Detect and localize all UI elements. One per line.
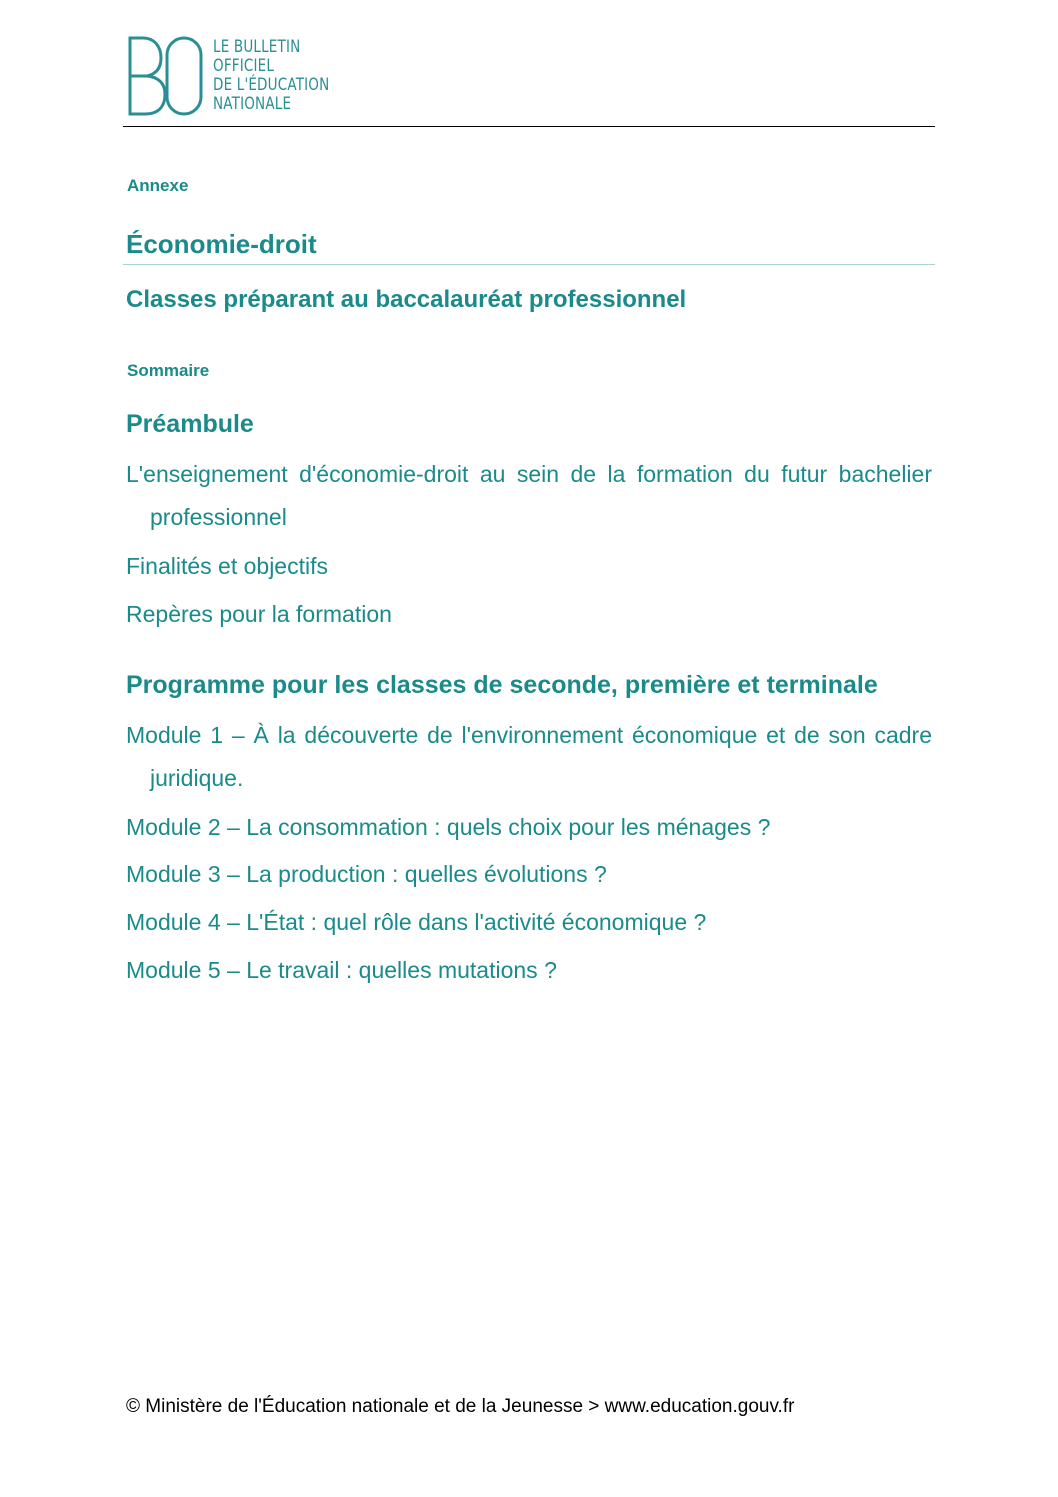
- section-heading-programme: Programme pour les classes de seconde, première et terminale: [126, 671, 878, 699]
- document-title: Économie-droit: [126, 229, 317, 259]
- logo-line: LE BULLETIN: [213, 37, 301, 56]
- toc-entry[interactable]: Module 5 – Le travail : quelles mutations ?: [126, 957, 557, 983]
- header-divider: [123, 126, 935, 127]
- sommaire-label: Sommaire: [127, 361, 210, 380]
- toc-entry[interactable]: Module 1 – À la découverte de l'environnement économique et de son cadre juridique.: [126, 722, 932, 791]
- document-subtitle: Classes préparant au baccalauréat professionnel: [126, 286, 687, 313]
- logo-line: DE L'ÉDUCATION: [213, 75, 330, 94]
- toc-entry[interactable]: Module 3 – La production : quelles évolutions ?: [126, 861, 607, 887]
- section-heading-preambule: Préambule: [126, 410, 254, 438]
- bo-logo: [127, 36, 355, 116]
- logo-line: NATIONALE: [213, 94, 292, 113]
- toc-entry[interactable]: L'enseignement d'économie-droit au sein de la formation du futur bachelier professionnel: [126, 461, 932, 530]
- annexe-label: Annexe: [127, 176, 189, 195]
- toc-entry[interactable]: Finalités et objectifs: [126, 553, 328, 579]
- toc-entry[interactable]: Module 2 – La consommation : quels choix pour les ménages ?: [126, 814, 771, 840]
- footer-copyright: © Ministère de l'Éducation nationale et de la Jeunesse > www.education.gouv.fr: [126, 1396, 795, 1417]
- bo-logo-mark: [127, 36, 203, 116]
- toc-entry[interactable]: Module 4 – L'État : quel rôle dans l'activité économique ?: [126, 909, 707, 935]
- bo-logo-wordmark: [213, 37, 329, 113]
- toc-entry[interactable]: Repères pour la formation: [126, 601, 392, 627]
- logo-line: OFFICIEL: [213, 56, 275, 75]
- title-divider: [123, 264, 935, 265]
